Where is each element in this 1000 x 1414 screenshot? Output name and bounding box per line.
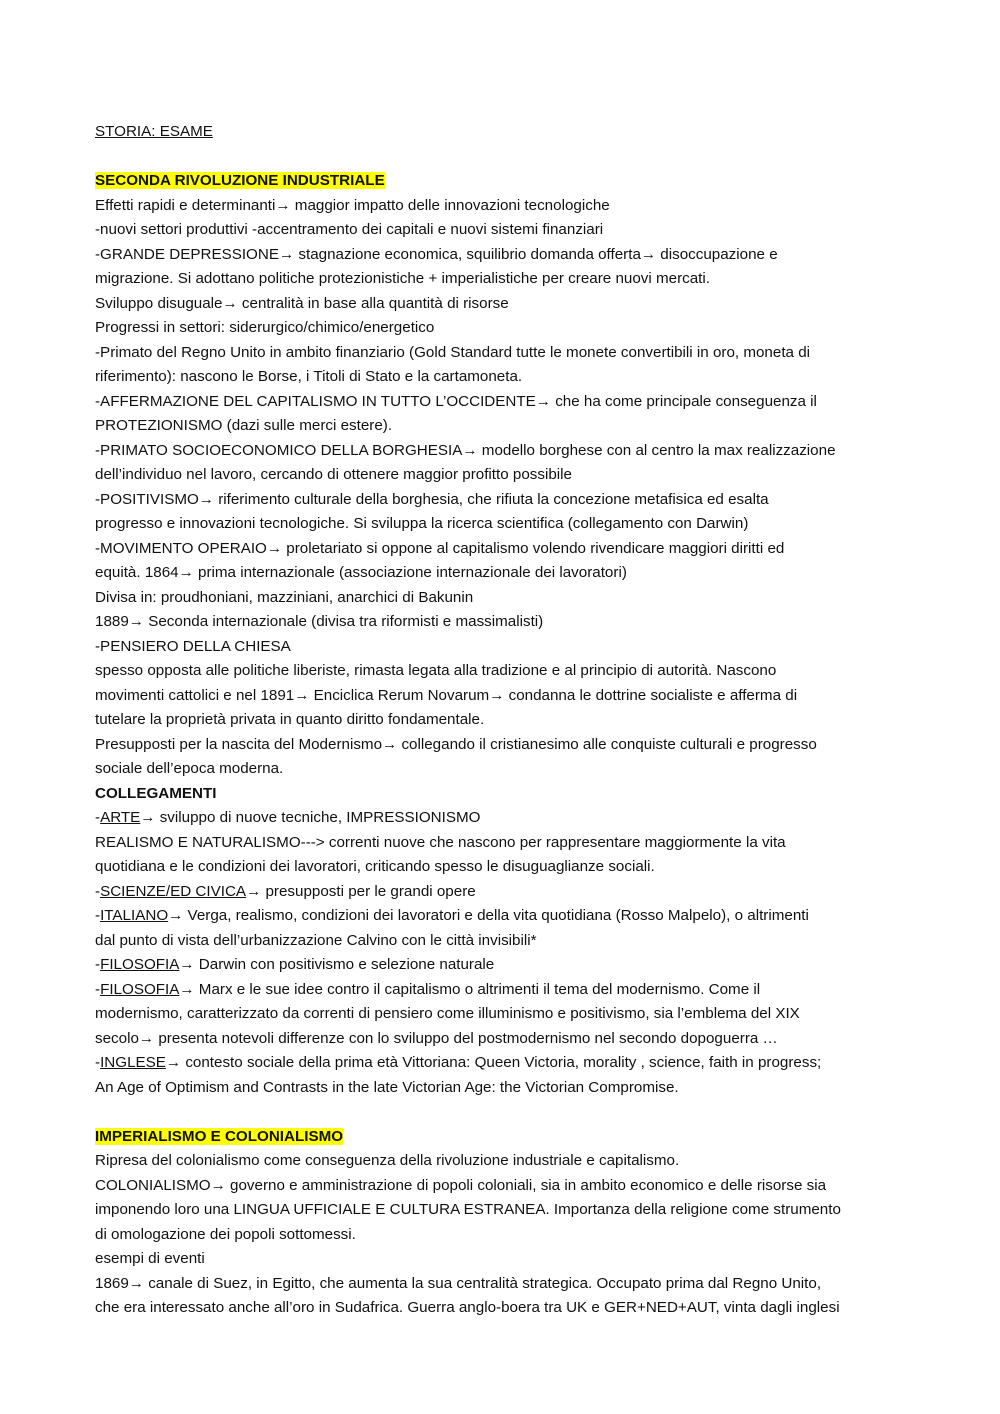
- text-line: -FILOSOFIA→ Marx e le sue idee contro il capitalismo o altrimenti il tema del modernismo. Come il: [95, 980, 761, 998]
- text-line: 1869→ canale di Suez, in Egitto, che aumenta la sua centralità strategica. Occupato prima dal Regno Unito,: [95, 1274, 822, 1292]
- text-line: -SCIENZE/ED CIVICA→ presupposti per le grandi opere: [95, 882, 476, 900]
- section-heading-imperialismo: IMPERIALISMO E COLONIALISMO: [95, 1127, 344, 1145]
- text-line: che era interessato anche all’oro in Sudafrica. Guerra anglo-boera tra UK e GER+NED+AUT, vinta dagli inglesi: [95, 1299, 840, 1316]
- arrow-icon: →: [138, 1029, 155, 1047]
- text-line: COLONIALISMO→ governo e amministrazione di popoli coloniali, sia in ambito economico e delle risorse sia: [95, 1176, 827, 1194]
- arrow-icon: →: [210, 1176, 226, 1194]
- text-line: quotidiana e le condizioni dei lavoratori, criticando spesso le disuguaglianze sociali.: [95, 858, 655, 875]
- text-line: -FILOSOFIA→ Darwin con positivismo e selezione naturale: [95, 956, 495, 973]
- text-line: Divisa in: proudhoniani, mazziniani, anarchici di Bakunin: [95, 588, 474, 606]
- text-line: movimenti cattolici e nel 1891→ Enciclica Rerum Novarum→ condanna le dottrine socialiste e afferma di: [95, 686, 798, 704]
- arrow-icon: →: [266, 539, 283, 557]
- text-line: PROTEZIONISMO (dazi sulle merci estere).: [95, 417, 393, 434]
- text-line: modernismo, caratterizzato da correnti di pensiero come illuminismo e positivismo, sia l’emblema del XIX: [95, 1005, 800, 1022]
- text-line: 1889→ Seconda internazionale (divisa tra riformisti e massimalisti): [95, 613, 544, 630]
- spacer: [95, 145, 910, 170]
- text-line: imponendo loro una LINGUA UFFICIALE E CULTURA ESTRANEA. Importanza della religione come strumento: [95, 1201, 841, 1218]
- spacer: [95, 1100, 910, 1125]
- collegamenti-heading: COLLEGAMENTI: [95, 784, 217, 802]
- arrow-icon: →: [222, 294, 238, 312]
- arrow-icon: →: [489, 686, 505, 704]
- text-line: equità. 1864→ prima internazionale (associazione internazionale dei lavoratori): [95, 564, 627, 581]
- subject-arte: ARTE: [100, 809, 141, 826]
- text-line: -ITALIANO→ Verga, realismo, condizioni dei lavoratori e della vita quotidiana (Rosso Malpelo), o altrimenti: [95, 907, 809, 924]
- text-line: dell’individuo nel lavoro, cercando di ottenere maggior profitto possibile: [95, 466, 572, 483]
- arrow-icon: →: [140, 809, 156, 826]
- text-line: tutelare la proprietà privata in quanto diritto fondamentale.: [95, 711, 485, 728]
- subject-filosofia: FILOSOFIA: [100, 980, 180, 998]
- text-line: Sviluppo disuguale→ centralità in base alla quantità di risorse: [95, 294, 509, 312]
- arrow-icon: →: [275, 196, 291, 214]
- text-line: -AFFERMAZIONE DEL CAPITALISMO IN TUTTO L’OCCIDENTE→ che ha come principale conseguenza il: [95, 392, 817, 410]
- arrow-icon: →: [535, 392, 551, 410]
- arrow-icon: →: [246, 882, 262, 900]
- text-line: sociale dell’epoca moderna.: [95, 760, 284, 777]
- document-title: STORIA: ESAME: [95, 123, 213, 140]
- subject-italiano: ITALIANO: [100, 907, 169, 924]
- arrow-icon: →: [179, 980, 195, 998]
- text-line: secolo→ presenta notevoli differenze con lo sviluppo del postmodernismo nel secondo dopoguerra …: [95, 1029, 778, 1047]
- section-heading-seconda-rivoluzione: SECONDA RIVOLUZIONE INDUSTRIALE: [95, 172, 385, 189]
- text-line: -MOVIMENTO OPERAIO→ proletariato si oppone al capitalismo volendo rivendicare maggiori diritti ed: [95, 539, 785, 557]
- arrow-icon: →: [294, 686, 310, 704]
- text-line: dal punto di vista dell’urbanizzazione Calvino con le città invisibili*: [95, 931, 537, 949]
- text-line: -Primato del Regno Unito in ambito finanziario (Gold Standard tutte le monete convertibili in oro, moneta di: [95, 343, 811, 361]
- text-line: migrazione. Si adottano politiche protezionistiche + imperialistiche per creare nuovi mercati.: [95, 270, 710, 287]
- arrow-icon: →: [179, 956, 195, 973]
- text-line: esempi di eventi: [95, 1250, 205, 1267]
- arrow-icon: →: [198, 490, 214, 508]
- arrow-icon: →: [640, 245, 657, 263]
- text-line: -INGLESE→ contesto sociale della prima età Vittoriana: Queen Victoria, morality , science, faith in progress;: [95, 1054, 822, 1071]
- subject-scienze: SCIENZE/ED CIVICA: [100, 882, 247, 900]
- text-line: riferimento): nascono le Borse, i Titoli di Stato e la cartamoneta.: [95, 368, 523, 385]
- arrow-icon: →: [128, 613, 144, 630]
- text-line: -PRIMATO SOCIOECONOMICO DELLA BORGHESIA→ modello borghese con al centro la max realizzazione: [95, 441, 836, 459]
- text-line: Presupposti per la nascita del Modernismo→ collegando il cristianesimo alle conquiste culturali e progresso: [95, 735, 817, 753]
- text-line: Progressi in settori: siderurgico/chimico/energetico: [95, 319, 435, 336]
- arrow-icon: →: [382, 735, 398, 753]
- text-line: progresso e innovazioni tecnologiche. Si sviluppa la ricerca scientifica (collegamento con Darwin): [95, 515, 749, 532]
- text-line: Effetti rapidi e determinanti→ maggior impatto delle innovazioni tecnologiche: [95, 196, 610, 214]
- subject-filosofia: FILOSOFIA: [100, 956, 180, 973]
- arrow-icon: →: [278, 245, 295, 263]
- text-line: REALISMO E NATURALISMO---> correnti nuove che nascono per rappresentare maggiormente la vita: [95, 833, 786, 851]
- arrow-icon: →: [168, 907, 184, 924]
- text-line: -POSITIVISMO→ riferimento culturale della borghesia, che rifiuta la concezione metafisica ed esalta: [95, 490, 769, 508]
- subject-inglese: INGLESE: [100, 1054, 166, 1071]
- text-line: -nuovi settori produttivi -accentramento dei capitali e nuovi sistemi finanziari: [95, 221, 604, 238]
- text-line: spesso opposta alle politiche liberiste, rimasta legata alla tradizione e al principio di autorità. Nascono: [95, 662, 777, 679]
- arrow-icon: →: [178, 564, 194, 581]
- text-line: di omologazione dei popoli sottomessi.: [95, 1225, 356, 1243]
- text-line: Ripresa del colonialismo come conseguenza della rivoluzione industriale e capitalismo.: [95, 1152, 680, 1169]
- arrow-icon: →: [128, 1274, 144, 1292]
- text-line: An Age of Optimism and Contrasts in the late Victorian Age: the Victorian Compromise.: [95, 1078, 679, 1096]
- arrow-icon: →: [462, 441, 478, 459]
- text-line: -PENSIERO DELLA CHIESA: [95, 637, 291, 655]
- text-line: -ARTE→ sviluppo di nuove tecniche, IMPRESSIONISMO: [95, 809, 481, 826]
- arrow-icon: →: [165, 1054, 182, 1071]
- text-line: -GRANDE DEPRESSIONE→ stagnazione economica, squilibrio domanda offerta→ disoccupazione e: [95, 245, 778, 263]
